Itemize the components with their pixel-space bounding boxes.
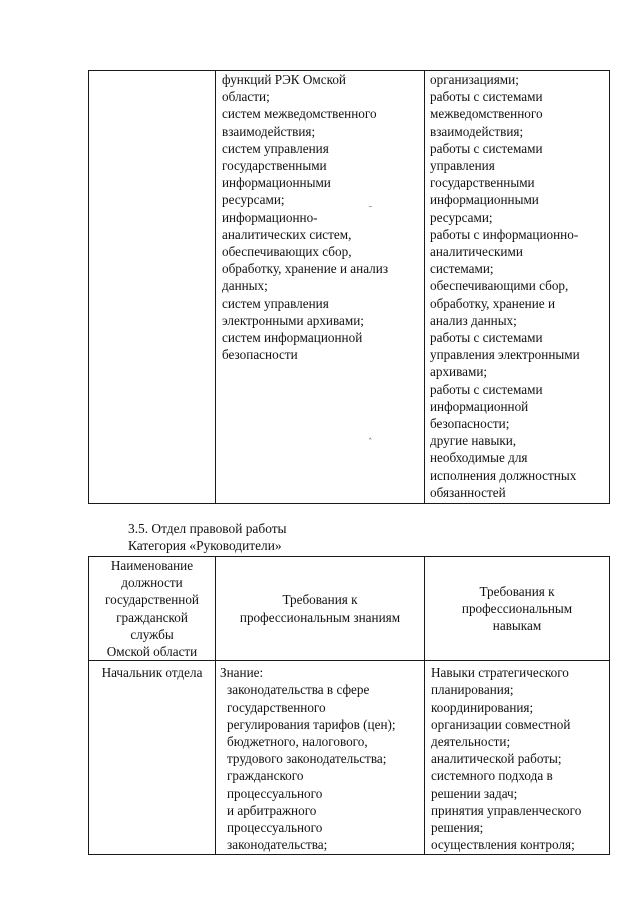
table-row	[89, 71, 610, 504]
text-line: безопасности	[222, 347, 298, 363]
text-line: архивами;	[430, 364, 488, 380]
text-line: должности	[121, 575, 183, 591]
text-line: Требования к	[282, 592, 358, 608]
text-line: навыкам	[492, 618, 542, 634]
text-line: работы с системами	[430, 381, 543, 397]
text-line: информационными	[222, 175, 331, 191]
position-name-cell	[89, 71, 216, 504]
text-line: осуществления контроля;	[431, 837, 575, 853]
text-line: трудового законодательства;	[227, 751, 387, 767]
text-line: государственными	[430, 175, 535, 191]
position-name: Начальник отдела	[101, 665, 203, 681]
section-title: 3.5. Отдел правовой работы	[128, 521, 287, 536]
text-line: анализ данных;	[430, 312, 517, 328]
text-line: Навыки стратегического	[431, 665, 569, 681]
scan-mark: ˆ	[368, 438, 373, 448]
text-line: законодательства;	[227, 837, 328, 853]
text-line: системного подхода в	[431, 768, 553, 784]
text-line: электронными архивами;	[222, 312, 364, 328]
text-line: другие навыки,	[430, 433, 517, 449]
text-line: системами;	[430, 261, 494, 277]
text-line: Омской области	[106, 644, 198, 660]
text-line: взаимодействия;	[222, 123, 316, 139]
text-line: Требования к	[479, 583, 555, 599]
header-position-name	[89, 557, 216, 661]
table-row	[89, 661, 610, 855]
text-line: процессуального	[227, 785, 323, 801]
text-line: работы с системами	[430, 140, 543, 156]
text-line: данных;	[222, 278, 268, 294]
text-line: информационной	[430, 398, 529, 414]
text-line: аналитическими	[430, 244, 523, 260]
text-line: обеспечивающих сбор,	[222, 244, 352, 260]
table-header-row	[89, 557, 610, 661]
text-line: систем межведомственного	[222, 106, 377, 122]
text-line: работы с информационно-	[430, 226, 579, 242]
text-line: законодательства в сфере	[227, 682, 370, 698]
text-line: гражданского	[227, 768, 304, 784]
text-line: и арбитражного	[227, 802, 317, 818]
text-line: управления электронными	[430, 347, 580, 363]
text-line: межведомственного	[430, 106, 543, 122]
section-heading	[128, 520, 287, 554]
text-line: информационно-	[222, 209, 318, 225]
section-category: Категория «Руководители»	[128, 538, 282, 553]
text-line: обработку, хранение и анализ	[222, 261, 389, 277]
text-line: исполнения должностных	[430, 467, 577, 483]
position-name-cell	[89, 661, 216, 855]
text-line: обеспечивающими сбор,	[430, 278, 569, 294]
text-line: ресурсами;	[222, 192, 285, 208]
text-line: работы с системами	[430, 89, 543, 105]
text-line: обязанностей	[430, 484, 506, 500]
text-line: решении задач;	[431, 785, 518, 801]
requirements-table-continued	[88, 70, 610, 504]
text-line: обработку, хранение и	[430, 295, 556, 311]
knowledge-requirements-cell	[216, 71, 425, 504]
text-line: информационными	[430, 192, 539, 208]
text-line: области;	[222, 89, 270, 105]
text-line: профессиональным	[461, 601, 573, 616]
requirements-table	[88, 556, 610, 855]
knowledge-requirements-cell	[216, 661, 425, 855]
text-line: координирования;	[431, 699, 534, 715]
skills-requirements-cell	[425, 661, 610, 855]
text-line: службы	[130, 626, 174, 642]
text-line: принятия управленческого	[431, 802, 582, 818]
text-line: функций РЭК Омской	[222, 72, 346, 87]
text-line: планирования;	[431, 682, 514, 698]
text-line: деятельности;	[431, 734, 511, 750]
text-line: организации совместной	[431, 716, 571, 732]
text-line: безопасности;	[430, 416, 510, 432]
text-line: систем информационной	[222, 330, 363, 346]
text-line: профессиональным знаниям	[239, 609, 401, 625]
text-line: государственной	[105, 592, 199, 608]
text-line: аналитической работы;	[431, 751, 562, 767]
text-line: процессуального	[227, 820, 323, 836]
text-line: Наименование	[110, 558, 194, 573]
text-line: необходимые для	[430, 450, 528, 466]
text-line: систем управления	[222, 295, 329, 311]
text-line: систем управления	[222, 140, 329, 156]
text-line: регулирования тарифов (цен);	[227, 716, 396, 732]
text-line: решения;	[431, 820, 484, 836]
text-line: взаимодействия;	[430, 123, 524, 139]
header-knowledge-requirements	[216, 557, 425, 661]
knowledge-label: Знание:	[220, 665, 264, 681]
header-skills-requirements	[425, 557, 610, 661]
text-line: бюджетного, налогового,	[227, 734, 368, 750]
skills-requirements-cell	[425, 71, 610, 504]
text-line: организациями;	[430, 72, 519, 87]
text-line: работы с системами	[430, 330, 543, 346]
text-line: государственного	[227, 699, 326, 715]
text-line: ресурсами;	[430, 209, 493, 225]
text-line: аналитических систем,	[222, 226, 352, 242]
text-line: гражданской	[116, 609, 188, 625]
text-line: государственными	[222, 158, 327, 174]
scan-mark: ˜	[368, 206, 373, 216]
text-line: управления	[430, 158, 495, 174]
